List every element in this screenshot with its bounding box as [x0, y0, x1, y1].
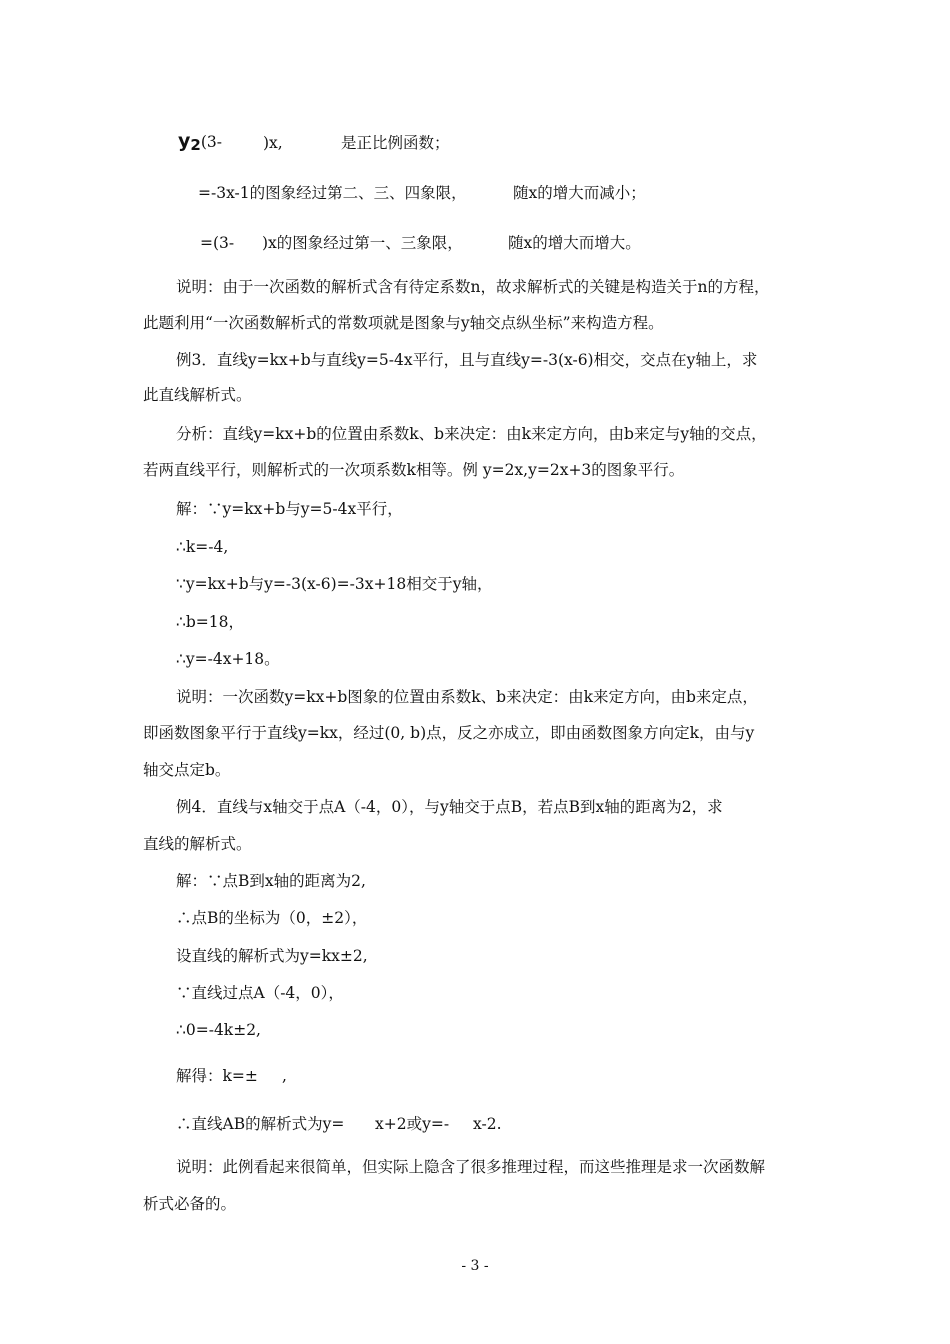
- analysis-line: 分析：直线y=kx+b的位置由系数k、b来决定：由k来定方向，由b来定与y轴的交点，: [176, 425, 767, 443]
- note-paragraph-line: 此题利用“一次函数解析式的常数项就是图象与y轴交点纵坐标”来构造方程。: [143, 314, 664, 332]
- solution-line: 解：∵点B到x轴的距离为2,: [176, 872, 366, 890]
- solution-line: ∵直线过点A（-4，0），: [176, 984, 344, 1002]
- solution-line: ∴y=-4x+18。: [176, 650, 280, 668]
- text-line: =(3-: [200, 234, 235, 252]
- equation-line-y2-part2: )x,: [263, 134, 283, 152]
- solution-line: ∵y=kx+b与y=-3(x-6)=-3x+18相交于y轴，: [176, 575, 493, 593]
- example-4-line: 直线的解析式。: [143, 835, 252, 853]
- solution-result-line: x-2.: [473, 1115, 502, 1133]
- note-paragraph-line: 说明：一次函数y=kx+b图象的位置由系数k、b来决定：由k来定方向，由b来定点，: [176, 688, 758, 706]
- solution-result-line: x+2或y=-: [375, 1115, 450, 1133]
- text-line: )x的图象经过第一、三象限，: [262, 234, 463, 252]
- note-paragraph-line: 即函数图象平行于直线y=kx，经过(0, b)点，反之亦成立，即由函数图象方向定k，由与y: [143, 724, 755, 742]
- analysis-line: 若两直线平行，则解析式的一次项系数k相等。例 y=2x,y=2x+3的图象平行。: [143, 461, 685, 479]
- note-paragraph-line: 说明：由于一次函数的解析式含有待定系数n，故求解析式的关键是构造关于n的方程，: [176, 278, 770, 296]
- solution-line: 解得：k=±: [176, 1067, 258, 1085]
- solution-line: 设直线的解析式为y=kx±2,: [176, 947, 368, 965]
- note-paragraph-line: 轴交点定b。: [143, 761, 231, 779]
- example-3-line: 此直线解析式。: [143, 386, 252, 404]
- solution-line: ∴k=-4,: [176, 538, 229, 556]
- text-line: 随x的增大而减小；: [513, 184, 646, 202]
- equation-line-y2-part3: 是正比例函数；: [341, 134, 450, 152]
- solution-line: 解：∵y=kx+b与y=5-4x平行，: [176, 500, 403, 518]
- solution-line: ∴点B的坐标为（0，±2），: [176, 909, 368, 927]
- solution-result-line: ∴直线AB的解析式为y=: [176, 1115, 345, 1133]
- example-4-line: 例4．直线与x轴交于点A（-4，0），与y轴交于点B，若点B到x轴的距离为2，求: [176, 798, 723, 816]
- note-paragraph-line: 说明：此例看起来很简单，但实际上隐含了很多推理过程，而这些推理是求一次函数解: [176, 1158, 766, 1176]
- solution-line: ∴b=18，: [176, 613, 244, 631]
- text-line: =-3x-1的图象经过第二、三、四象限，: [198, 184, 467, 202]
- solution-line: ,: [282, 1067, 287, 1085]
- page-number: - 3 -: [461, 1258, 489, 1274]
- example-3-line: 例3．直线y=kx+b与直线y=5-4x平行，且与直线y=-3(x-6)相交，交点在y轴上，求: [176, 351, 758, 369]
- equation-line-y2: $y_2(3-$: [178, 130, 222, 154]
- y2-symbol: $y_2$: [178, 130, 201, 154]
- solution-line: ∴0=-4k±2,: [176, 1021, 261, 1039]
- note-paragraph-line: 析式必备的。: [143, 1195, 237, 1213]
- text-line: 随x的增大而增大。: [508, 234, 641, 252]
